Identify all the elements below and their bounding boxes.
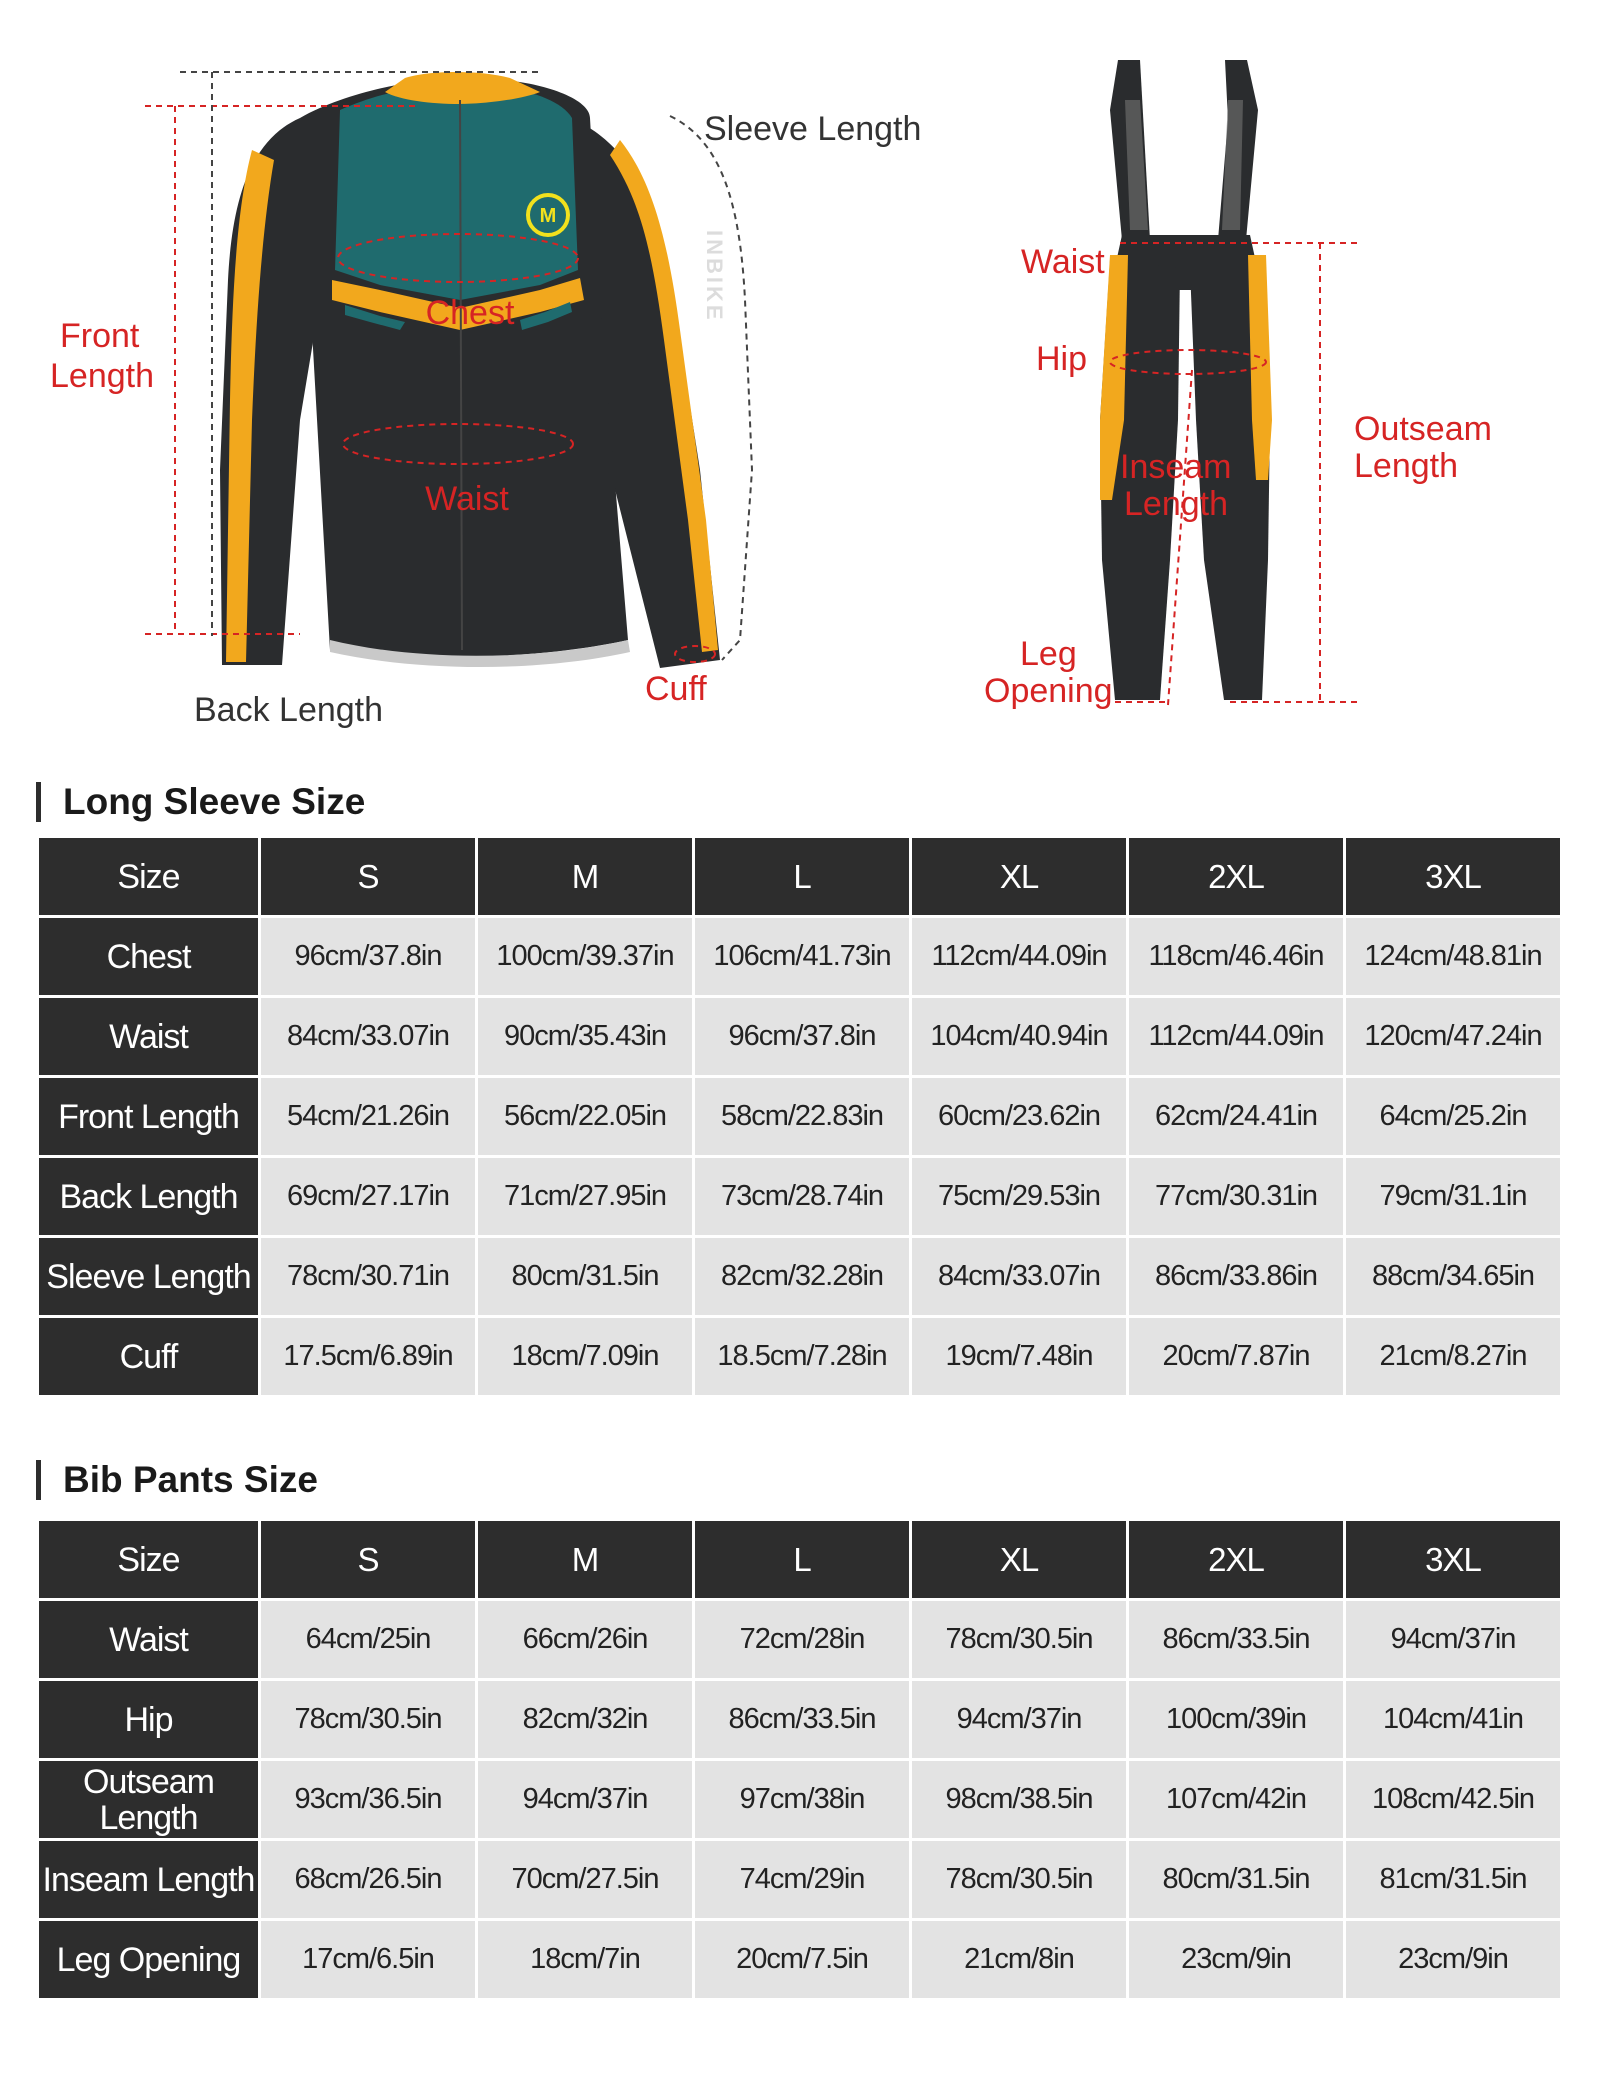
table-cell: 90cm/35.43in bbox=[478, 998, 692, 1075]
row-label: Waist bbox=[39, 1601, 258, 1678]
table-cell: 18cm/7in bbox=[478, 1921, 692, 1998]
size-header: 3XL bbox=[1346, 838, 1560, 915]
size-header: L bbox=[695, 1521, 909, 1598]
table-cell: 82cm/32.28in bbox=[695, 1238, 909, 1315]
table-cell: 66cm/26in bbox=[478, 1601, 692, 1678]
table-cell: 100cm/39.37in bbox=[478, 918, 692, 995]
row-label: Cuff bbox=[39, 1318, 258, 1395]
table-row bbox=[39, 1601, 1560, 1678]
row-label: Leg Opening bbox=[39, 1921, 258, 1998]
size-header: S bbox=[261, 838, 475, 915]
bib-pants-section-title bbox=[36, 1458, 318, 1502]
table-cell: 18.5cm/7.28in bbox=[695, 1318, 909, 1395]
table-cell: 62cm/24.41in bbox=[1129, 1078, 1343, 1155]
table-cell: 74cm/29in bbox=[695, 1841, 909, 1918]
table-cell: 94cm/37in bbox=[478, 1761, 692, 1838]
table-row bbox=[39, 1841, 1560, 1918]
table-header-row bbox=[39, 1521, 1560, 1598]
label-inseam-2: Length bbox=[1124, 485, 1228, 523]
table-cell: 100cm/39in bbox=[1129, 1681, 1343, 1758]
table-row bbox=[39, 1238, 1560, 1315]
table-cell: 23cm/9in bbox=[1129, 1921, 1343, 1998]
table-cell: 86cm/33.5in bbox=[1129, 1601, 1343, 1678]
label-back-length: Back Length bbox=[194, 691, 384, 729]
title-bar bbox=[36, 782, 41, 822]
table-cell: 93cm/36.5in bbox=[261, 1761, 475, 1838]
table-cell: 112cm/44.09in bbox=[1129, 998, 1343, 1075]
bib-pants-illustration bbox=[984, 60, 1492, 710]
table-cell: 86cm/33.5in bbox=[695, 1681, 909, 1758]
table-cell: 104cm/40.94in bbox=[912, 998, 1126, 1075]
row-label: Outseam Length bbox=[39, 1761, 258, 1838]
size-header: XL bbox=[912, 838, 1126, 915]
table-cell: 88cm/34.65in bbox=[1346, 1238, 1560, 1315]
row-label: Back Length bbox=[39, 1158, 258, 1235]
table-cell: 96cm/37.8in bbox=[695, 998, 909, 1075]
table-row bbox=[39, 1761, 1560, 1838]
table-row bbox=[39, 1921, 1560, 1998]
table-cell: 86cm/33.86in bbox=[1129, 1238, 1343, 1315]
table-cell: 21cm/8in bbox=[912, 1921, 1126, 1998]
size-header: S bbox=[261, 1521, 475, 1598]
label-inseam-1: Inseam bbox=[1120, 448, 1232, 486]
size-header: XL bbox=[912, 1521, 1126, 1598]
label-waist: Waist bbox=[425, 480, 509, 518]
table-cell: 69cm/27.17in bbox=[261, 1158, 475, 1235]
row-label: Front Length bbox=[39, 1078, 258, 1155]
table-cell: 17cm/6.5in bbox=[261, 1921, 475, 1998]
table-cell: 58cm/22.83in bbox=[695, 1078, 909, 1155]
jersey-illustration bbox=[50, 72, 921, 729]
table-cell: 97cm/38in bbox=[695, 1761, 909, 1838]
table-cell: 96cm/37.8in bbox=[261, 918, 475, 995]
corner-cell: Size bbox=[39, 1521, 258, 1598]
table-cell: 79cm/31.1in bbox=[1346, 1158, 1560, 1235]
table-cell: 68cm/26.5in bbox=[261, 1841, 475, 1918]
size-header: 2XL bbox=[1129, 1521, 1343, 1598]
table-cell: 118cm/46.46in bbox=[1129, 918, 1343, 995]
table-cell: 124cm/48.81in bbox=[1346, 918, 1560, 995]
label-leg-2: Opening bbox=[984, 672, 1113, 710]
table-cell: 70cm/27.5in bbox=[478, 1841, 692, 1918]
table-cell: 106cm/41.73in bbox=[695, 918, 909, 995]
table-cell: 94cm/37in bbox=[1346, 1601, 1560, 1678]
table-cell: 80cm/31.5in bbox=[478, 1238, 692, 1315]
table-cell: 82cm/32in bbox=[478, 1681, 692, 1758]
size-header: M bbox=[478, 1521, 692, 1598]
table-cell: 17.5cm/6.89in bbox=[261, 1318, 475, 1395]
title-bar bbox=[36, 1460, 41, 1500]
table-cell: 75cm/29.53in bbox=[912, 1158, 1126, 1235]
label-chest: Chest bbox=[425, 294, 515, 332]
table-cell: 64cm/25.2in bbox=[1346, 1078, 1560, 1155]
table-cell: 94cm/37in bbox=[912, 1681, 1126, 1758]
table-cell: 120cm/47.24in bbox=[1346, 998, 1560, 1075]
table-row bbox=[39, 998, 1560, 1075]
row-label: Hip bbox=[39, 1681, 258, 1758]
table-row bbox=[39, 1318, 1560, 1395]
table-row bbox=[39, 918, 1560, 995]
table-cell: 78cm/30.5in bbox=[261, 1681, 475, 1758]
size-header: 3XL bbox=[1346, 1521, 1560, 1598]
svg-text:M: M bbox=[539, 205, 557, 227]
label-front-length-2: Length bbox=[50, 357, 154, 395]
bib-pants-size-table bbox=[36, 1518, 1563, 2001]
table-cell: 107cm/42in bbox=[1129, 1761, 1343, 1838]
table-cell: 78cm/30.5in bbox=[912, 1601, 1126, 1678]
size-header: M bbox=[478, 838, 692, 915]
table-cell: 18cm/7.09in bbox=[478, 1318, 692, 1395]
table-row bbox=[39, 1078, 1560, 1155]
table-header-row bbox=[39, 838, 1560, 915]
table-cell: 20cm/7.87in bbox=[1129, 1318, 1343, 1395]
table-cell: 98cm/38.5in bbox=[912, 1761, 1126, 1838]
table-cell: 78cm/30.5in bbox=[912, 1841, 1126, 1918]
table-cell: 54cm/21.26in bbox=[261, 1078, 475, 1155]
table-cell: 60cm/23.62in bbox=[912, 1078, 1126, 1155]
bib-pants-title: Bib Pants Size bbox=[63, 1459, 318, 1500]
corner-cell: Size bbox=[39, 838, 258, 915]
row-label: Sleeve Length bbox=[39, 1238, 258, 1315]
table-cell: 56cm/22.05in bbox=[478, 1078, 692, 1155]
long-sleeve-title: Long Sleeve Size bbox=[63, 781, 366, 822]
table-row bbox=[39, 1681, 1560, 1758]
brand-text: INBIKE bbox=[702, 230, 727, 323]
row-label: Chest bbox=[39, 918, 258, 995]
table-cell: 78cm/30.71in bbox=[261, 1238, 475, 1315]
label-leg-1: Leg bbox=[1020, 635, 1077, 673]
row-label: Waist bbox=[39, 998, 258, 1075]
table-cell: 81cm/31.5in bbox=[1346, 1841, 1560, 1918]
table-cell: 64cm/25in bbox=[261, 1601, 475, 1678]
label-cuff: Cuff bbox=[645, 670, 707, 708]
size-header: L bbox=[695, 838, 909, 915]
long-sleeve-section-title bbox=[36, 780, 365, 824]
table-cell: 80cm/31.5in bbox=[1129, 1841, 1343, 1918]
label-bib-waist: Waist bbox=[1021, 243, 1105, 281]
label-outseam-2: Length bbox=[1354, 447, 1458, 485]
table-cell: 108cm/42.5in bbox=[1346, 1761, 1560, 1838]
table-row bbox=[39, 1158, 1560, 1235]
table-cell: 19cm/7.48in bbox=[912, 1318, 1126, 1395]
table-cell: 73cm/28.74in bbox=[695, 1158, 909, 1235]
label-sleeve-length: Sleeve Length bbox=[704, 110, 922, 148]
row-label: Inseam Length bbox=[39, 1841, 258, 1918]
measurement-diagram bbox=[0, 0, 1600, 740]
long-sleeve-size-table bbox=[36, 835, 1563, 1398]
table-cell: 23cm/9in bbox=[1346, 1921, 1560, 1998]
label-front-length-1: Front bbox=[60, 317, 140, 355]
label-hip: Hip bbox=[1036, 340, 1088, 378]
table-cell: 104cm/41in bbox=[1346, 1681, 1560, 1758]
table-cell: 20cm/7.5in bbox=[695, 1921, 909, 1998]
label-outseam-1: Outseam bbox=[1354, 410, 1492, 448]
table-cell: 21cm/8.27in bbox=[1346, 1318, 1560, 1395]
table-cell: 112cm/44.09in bbox=[912, 918, 1126, 995]
table-cell: 84cm/33.07in bbox=[912, 1238, 1126, 1315]
table-cell: 72cm/28in bbox=[695, 1601, 909, 1678]
table-cell: 71cm/27.95in bbox=[478, 1158, 692, 1235]
size-header: 2XL bbox=[1129, 838, 1343, 915]
table-cell: 84cm/33.07in bbox=[261, 998, 475, 1075]
table-cell: 77cm/30.31in bbox=[1129, 1158, 1343, 1235]
